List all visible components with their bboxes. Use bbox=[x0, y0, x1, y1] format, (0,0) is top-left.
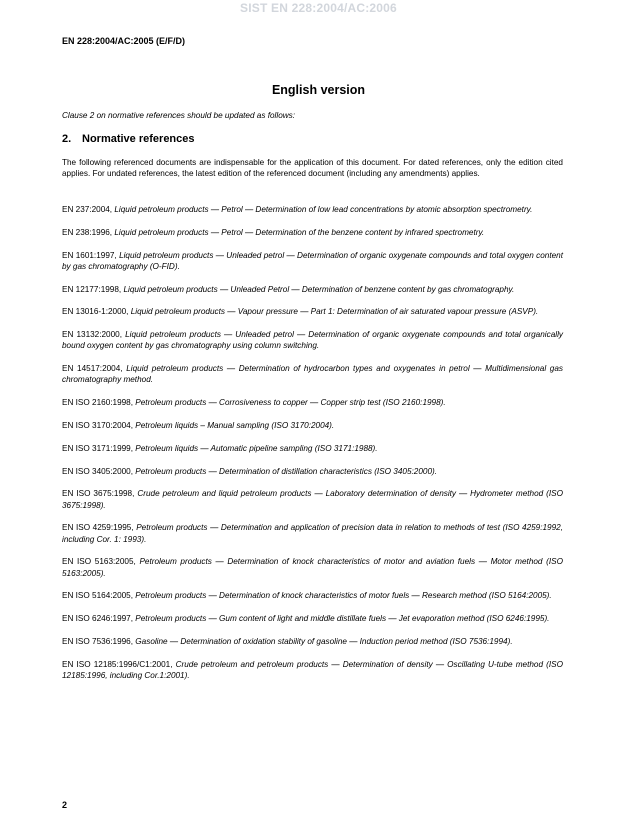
reference-item bbox=[62, 443, 563, 454]
intro-note: Clause 2 on normative references should be updated as follows: bbox=[62, 111, 296, 120]
reference-title: Crude petroleum and liquid petroleum products — Laboratory determination of density — Hydrometer method (ISO 3675:1998). bbox=[62, 489, 563, 510]
page-number: 2 bbox=[62, 800, 68, 810]
reference-item bbox=[62, 420, 563, 431]
reference-code: EN ISO 5163:2005, bbox=[62, 557, 136, 567]
reference-code: EN 13132:2000, bbox=[62, 330, 122, 340]
reference-title: Petroleum products — Determination and application of precision data in relation to methods of test (ISO 4259:1992, including Cor. 1: 1993). bbox=[62, 523, 563, 544]
reference-item bbox=[62, 306, 563, 317]
reference-title: Petroleum liquids — Automatic pipeline sampling (ISO 3171:1988). bbox=[135, 443, 378, 453]
version-heading: English version bbox=[271, 83, 366, 97]
reference-code: EN ISO 5164:2005, bbox=[62, 591, 134, 601]
reference-code: EN 238:1996, bbox=[62, 227, 113, 237]
reference-code: EN 14517:2004, bbox=[62, 364, 123, 374]
reference-title: Liquid petroleum products — Unleaded petrol — Determination of organic oxygenate compounds and total oxygen content by gas chromatography (O-FID). bbox=[62, 250, 563, 271]
reference-title: Liquid petroleum products — Determination of hydrocarbon types and oxygenates in petrol — Multidimensional gas chromatography method. bbox=[62, 364, 563, 385]
reference-item bbox=[62, 590, 563, 601]
reference-item bbox=[62, 522, 563, 544]
reference-title: Petroleum products — Corrosiveness to copper — Copper strip test (ISO 2160:1998). bbox=[135, 398, 446, 408]
reference-code: EN ISO 4259:1995, bbox=[62, 523, 134, 533]
reference-item bbox=[62, 227, 563, 238]
reference-item bbox=[62, 636, 563, 647]
reference-list bbox=[62, 204, 563, 693]
reference-item bbox=[62, 329, 563, 351]
reference-title: Petroleum products — Determination of distillation characteristics (ISO 3405:2000). bbox=[135, 466, 438, 476]
reference-title: Liquid petroleum products — Vapour pressure — Part 1: Determination of air saturated vapour pressure (ASVP). bbox=[130, 307, 539, 317]
reference-title: Petroleum liquids – Manual sampling (ISO 3170:2004). bbox=[135, 420, 335, 430]
reference-title: Liquid petroleum products — Petrol — Determination of the benzene content by infrared spectrometry. bbox=[114, 227, 485, 237]
reference-item bbox=[62, 363, 563, 385]
reference-item bbox=[62, 250, 563, 272]
reference-code: EN ISO 3171:1999, bbox=[62, 443, 134, 453]
reference-item bbox=[62, 204, 563, 215]
reference-code: EN 1601:1997, bbox=[62, 250, 117, 260]
reference-title: Liquid petroleum products — Petrol — Determination of low lead concentrations by atomic absorption spectrometry. bbox=[114, 205, 533, 214]
reference-item bbox=[62, 397, 563, 408]
section-number: 2. bbox=[62, 133, 72, 145]
reference-item bbox=[62, 284, 563, 295]
section-title: Normative references bbox=[82, 133, 195, 145]
reference-code: EN 237:2004, bbox=[62, 205, 113, 214]
reference-title: Petroleum products — Determination of knock characteristics of motor fuels — Research method (ISO 5164:2005). bbox=[135, 591, 552, 601]
reference-title: Liquid petroleum products — Unleaded Petrol — Determination of benzene content by gas chromatography. bbox=[123, 284, 515, 294]
document-id: EN 228:2004/AC:2005 (E/F/D) bbox=[62, 36, 186, 46]
reference-item bbox=[62, 556, 563, 578]
reference-code: EN ISO 7536:1996, bbox=[62, 636, 134, 646]
section-body: The following referenced documents are indispensable for the application of this document. For dated references, only the edition cited applies. For undated references, the latest edition of the referenced document (including any amendments) applies. bbox=[62, 158, 563, 179]
reference-item bbox=[62, 488, 563, 510]
reference-title: Crude petroleum and petroleum products — Determination of density — Oscillating U-tube method (ISO 12185:1996, including Cor.1:2001). bbox=[62, 659, 563, 680]
section-heading bbox=[62, 133, 195, 145]
reference-title: Petroleum products — Gum content of light and middle distillate fuels — Jet evaporation method (ISO 6246:1995). bbox=[135, 614, 550, 624]
reference-title: Liquid petroleum products — Unleaded petrol — Determination of organic oxygenate compounds and total organically bound oxygen content by gas chromatography using column switching. bbox=[62, 330, 563, 351]
reference-title: Petroleum products — Determination of knock characteristics of motor and aviation fuels — Motor method (ISO 5163:2005). bbox=[62, 557, 563, 578]
reference-code: EN 12177:1998, bbox=[62, 284, 122, 294]
watermark: SIST EN 228:2004/AC:2006 bbox=[240, 1, 397, 15]
reference-item bbox=[62, 659, 563, 681]
reference-code: EN ISO 6246:1997, bbox=[62, 614, 134, 624]
reference-code: EN 13016-1:2000, bbox=[62, 307, 129, 317]
reference-item bbox=[62, 613, 563, 624]
reference-title: Gasoline — Determination of oxidation stability of gasoline — Induction period method (ISO 7536:1994). bbox=[135, 636, 513, 646]
reference-code: EN ISO 3405:2000, bbox=[62, 466, 134, 476]
reference-code: EN ISO 2160:1998, bbox=[62, 398, 134, 408]
reference-code: EN ISO 3170:2004, bbox=[62, 420, 134, 430]
reference-code: EN ISO 3675:1998, bbox=[62, 489, 135, 499]
reference-code: EN ISO 12185:1996/C1:2001, bbox=[62, 659, 173, 669]
reference-item bbox=[62, 466, 563, 477]
